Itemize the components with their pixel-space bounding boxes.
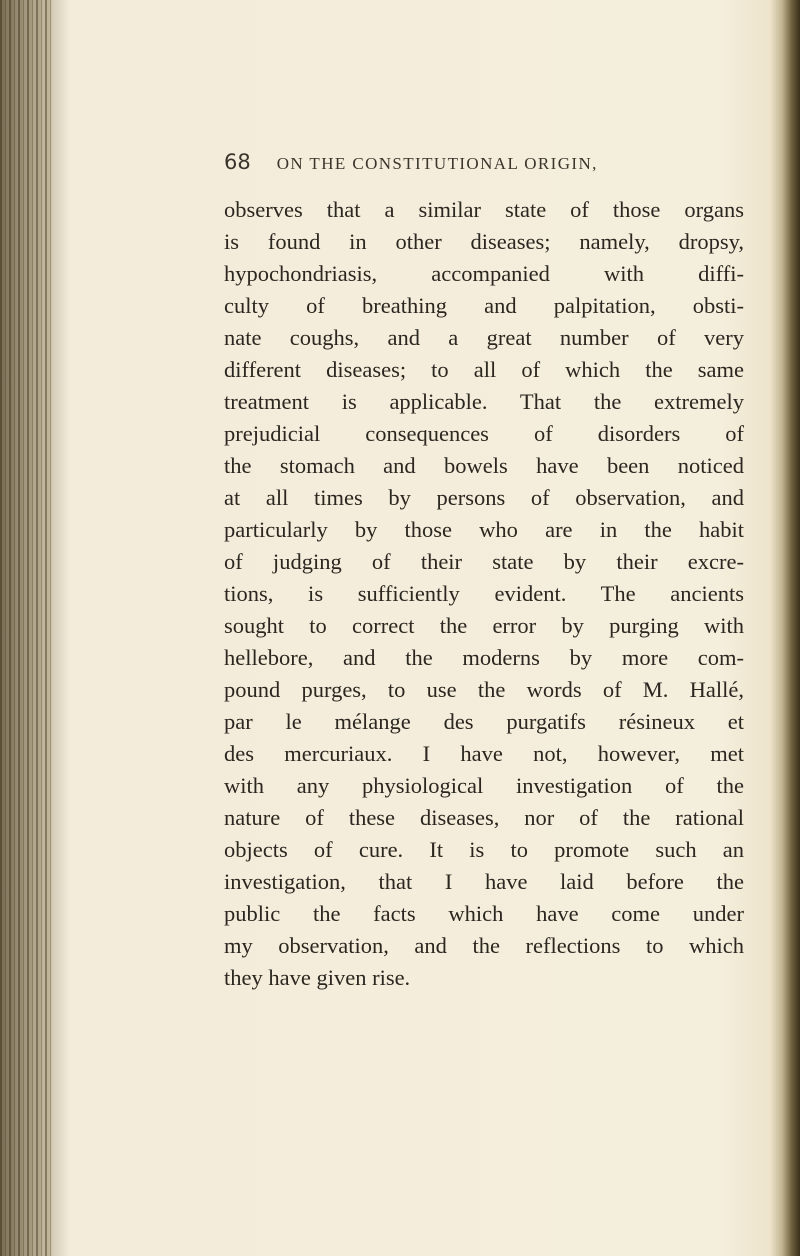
text-line: investigation, that I have laid before the [224,869,744,894]
running-head [224,150,744,178]
page-edge [770,0,800,1256]
text-line: treatment is applicable. That the extremely [224,389,744,414]
text-line: des mercuriaux. I have not, however, met [224,741,744,766]
text-line: prejudicial consequences of disorders of [224,421,744,446]
text-line: sought to correct the error by purging with [224,613,744,638]
gutter-shadow [0,0,70,1256]
text-line: par le mélange des purgatifs résineux et [224,709,744,734]
text-line: at all times by persons of observation, and [224,485,744,510]
body-paragraph [224,194,744,994]
text-line: observes that a similar state of those organs [224,197,744,222]
text-line: hypochondriasis, accompanied with diffi- [224,261,744,286]
text-line: tions, is sufficiently evident. The ancients [224,581,744,606]
text-line: they have given rise. [224,965,411,990]
text-line: pound purges, to use the words of M. Hallé, [224,677,744,702]
running-head-title: ON THE CONSTITUTIONAL ORIGIN, [276,154,598,173]
text-line: is found in other diseases; namely, dropsy, [224,229,744,254]
text-line: different diseases; to all of which the same [224,357,744,382]
text-line: culty of breathing and palpitation, obsti- [224,293,744,318]
text-line: of judging of their state by their excre- [224,549,744,574]
page-number: 68 [224,150,251,174]
text-line: with any physiological investigation of the [224,773,744,798]
text-line: my observation, and the reflections to which [224,933,744,958]
text-line: nate coughs, and a great number of very [224,325,744,350]
text-line: the stomach and bowels have been noticed [224,453,744,478]
text-line: hellebore, and the moderns by more com- [224,645,744,670]
text-line: public the facts which have come under [224,901,744,926]
text-line: particularly by those who are in the habit [224,517,744,542]
text-line: objects of cure. It is to promote such an [224,837,744,862]
text-line: nature of these diseases, nor of the rational [224,805,744,830]
